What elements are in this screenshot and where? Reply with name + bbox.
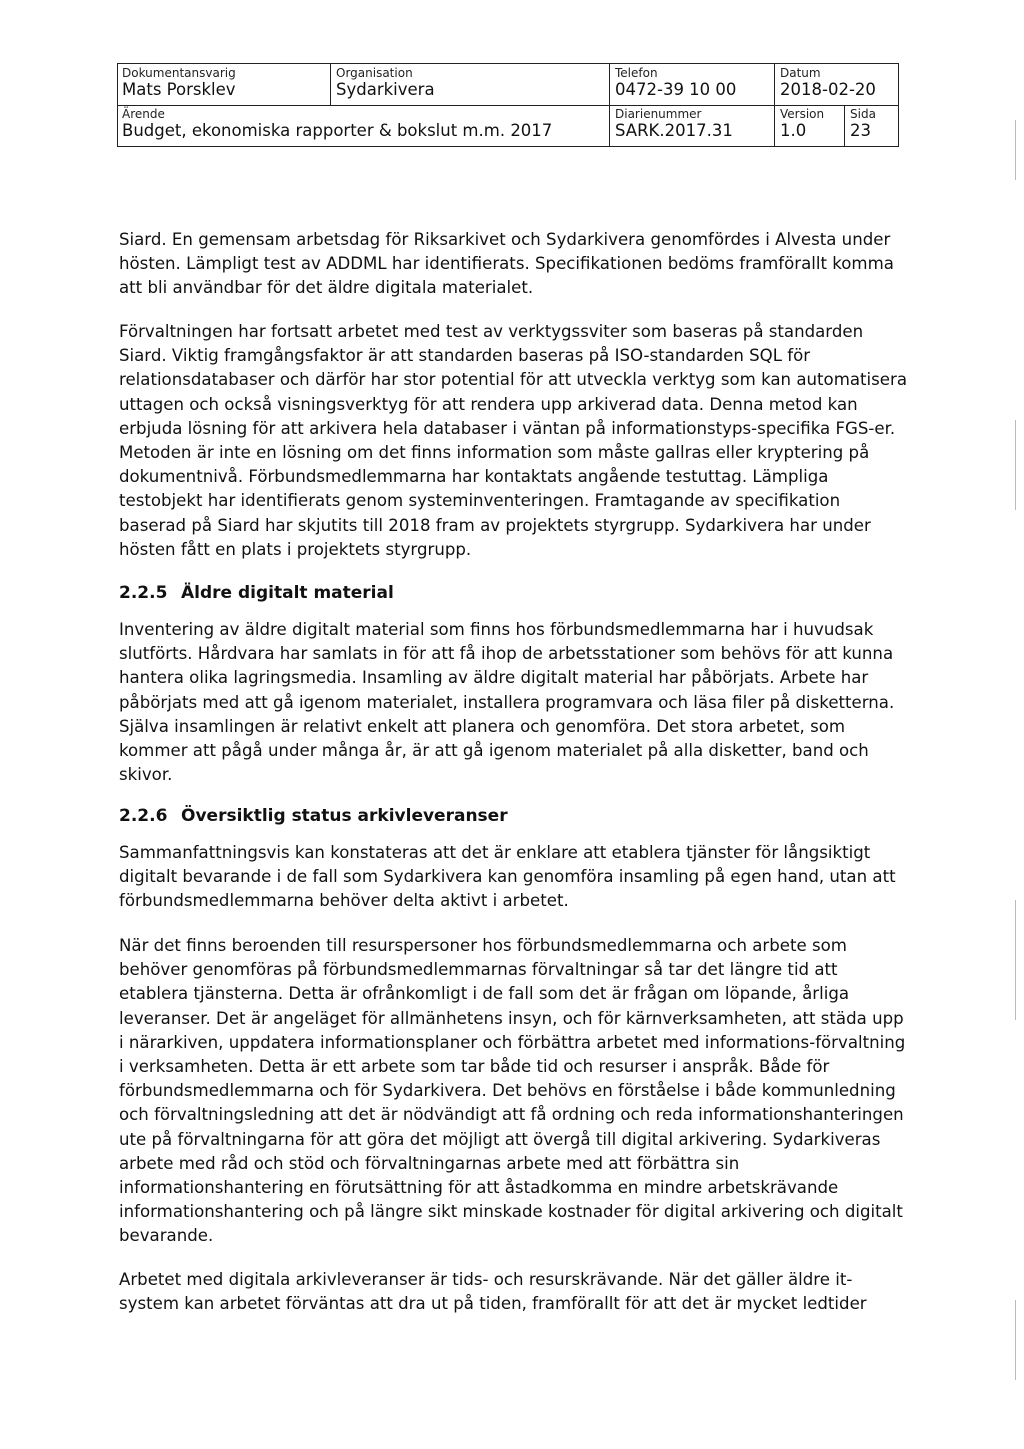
body-paragraph bbox=[119, 934, 909, 1249]
page-cell bbox=[850, 107, 876, 141]
date-value: 2018-02-20 bbox=[780, 80, 876, 99]
section-title: Översiktlig status arkivleveranser bbox=[181, 806, 508, 826]
document-header-table bbox=[117, 63, 899, 147]
organisation-cell bbox=[336, 66, 435, 100]
registry-value: SARK.2017.31 bbox=[615, 121, 733, 140]
registry-cell bbox=[615, 107, 733, 141]
responsible-value: Mats Porsklev bbox=[122, 80, 236, 99]
section-number: 2.2.5 bbox=[119, 583, 168, 603]
scan-artifact bbox=[1015, 1300, 1016, 1380]
phone-value: 0472-39 10 00 bbox=[615, 80, 737, 99]
phone-cell bbox=[615, 66, 736, 100]
date-cell bbox=[780, 66, 876, 100]
body-paragraph bbox=[119, 841, 909, 914]
phone-label: Telefon bbox=[615, 66, 658, 80]
body-paragraph bbox=[119, 1268, 909, 1316]
page-number: 23 bbox=[850, 121, 871, 140]
header-divider bbox=[118, 105, 898, 106]
responsible-label: Dokumentansvarig bbox=[122, 66, 236, 80]
registry-label: Diarienummer bbox=[615, 107, 702, 121]
header-divider bbox=[844, 105, 845, 146]
organisation-value: Sydarkivera bbox=[336, 80, 435, 99]
scan-artifact bbox=[1015, 900, 1016, 1020]
body-paragraph bbox=[119, 618, 909, 787]
body-paragraph bbox=[119, 228, 909, 301]
header-divider bbox=[330, 64, 331, 105]
section-heading-2-2-5 bbox=[119, 582, 394, 604]
date-label: Datum bbox=[780, 66, 821, 80]
organisation-label: Organisation bbox=[336, 66, 413, 80]
paragraph-siard-tools: Förvaltningen har fortsatt arbetet med test av verktygssviter som baseras på standarden Siard. Viktig framgångsfaktor är att standarden baseras på ISO-standarden SQL för relationsdatabaser och därför har stor potential för att utveckla verktyg som kan automatisera uttagen och också visningsverktyg för att rendera upp arkiverad data. Denna metod kan erbjuda lösning för att arkivera hela databaser i väntan på informationstyps-specifika FGS-er. Metoden är inte en lösning om det finns information som måste gallras eller kryptering på dokumentnivå. Förbundsmedlemmarna har kontaktats angående testuttag. Lämpliga testobjekt har identifierats genom systeminventeringen. Framtagande av specifikation baserad på Siard har skjutits till 2018 fram av projektets styrgrupp. Sydarkivera har under hösten fått en plats i projektets styrgrupp. bbox=[119, 322, 907, 559]
header-divider bbox=[609, 64, 610, 146]
version-value: 1.0 bbox=[780, 121, 807, 140]
version-label: Version bbox=[780, 107, 825, 121]
page-label: Sida bbox=[850, 107, 876, 121]
paragraph-dependencies: När det finns beroenden till resurspersoner hos förbundsmedlemmarna och arbete som behöver genomföras på förbundsmedlemmarnas förvaltningar så tar det längre tid att etablera tjänsterna. Detta är ofrånkomligt i de fall som det är frågan om löpande, årliga leveranser. Det är angeläget för allmänhetens insyn, och för kärnverksamheten, att städa upp i närarkiven, uppdatera informationsplaner och förbättra arbetet med informations-förvaltning i verksamheten. Detta är ett arbete som tar både tid och resurser i anspråk. Både för förbundsmedlemmarna och för Sydarkivera. Det behövs en förståelse i både kommunledning och förvaltningsledning att det är nödvändigt att få ordning och reda informationshanteringen ute på förvaltningarna för att göra det möjligt att övergå till digital arkivering. Sydarkiveras arbete med råd och stöd och förvaltningarnas arbete med att förbättra sin informationshantering en förutsättning för att åstadkomma en mindre arbetskrävande informationshantering och på längre sikt minskade kostnader för digital arkivering och digitalt bevarande. bbox=[119, 936, 906, 1246]
paragraph-older-material: Inventering av äldre digitalt material som finns hos förbundsmedlemmarna har i huvudsak slutförts. Hårdvara har samlats in för att få ihop de arbetsstationer som behövs för att kunna hantera olika lagringsmedia. Insamling av äldre digitalt material har påbörjats. Arbete har påbörjats med att gå igenom materialet, installera programvara och läsa filer på disketterna. Själva insamlingen är relativt enkelt att planera och genomföra. Det stora arbetet, som kommer att pågå under många år, är att gå igenom materialet på alla disketter, band och skivor. bbox=[119, 620, 895, 785]
responsible-cell bbox=[122, 66, 236, 100]
section-title: Äldre digitalt material bbox=[181, 583, 394, 603]
subject-cell bbox=[122, 107, 552, 141]
paragraph-summary: Sammanfattningsvis kan konstateras att det är enklare att etablera tjänster för långsiktigt digitalt bevarande i de fall som Sydarkivera kan genomföra insamling på egen hand, utan att förbundsmedlemmarna behöver delta aktivt i arbetet. bbox=[119, 843, 896, 911]
subject-label: Ärende bbox=[122, 107, 165, 121]
scan-artifact bbox=[1015, 420, 1016, 510]
body-paragraph bbox=[119, 320, 909, 562]
scan-artifact bbox=[1015, 120, 1016, 180]
header-divider bbox=[774, 64, 775, 146]
section-heading-2-2-6 bbox=[119, 805, 508, 827]
paragraph-deliveries: Arbetet med digitala arkivleveranser är tids- och resurskrävande. När det gäller äldre it-system kan arbetet förväntas att dra ut på tiden, framförallt för att det är mycket ledtider bbox=[119, 1270, 867, 1314]
version-cell bbox=[780, 107, 824, 141]
paragraph-siard-intro: Siard. En gemensam arbetsdag för Riksarkivet och Sydarkivera genomfördes i Alvesta under hösten. Lämpligt test av ADDML har identifierats. Specifikationen bedöms framförallt komma att bli användbar för det äldre digitala materialet. bbox=[119, 230, 894, 298]
section-number: 2.2.6 bbox=[119, 806, 168, 826]
subject-value: Budget, ekonomiska rapporter & bokslut m.m. 2017 bbox=[122, 121, 553, 140]
